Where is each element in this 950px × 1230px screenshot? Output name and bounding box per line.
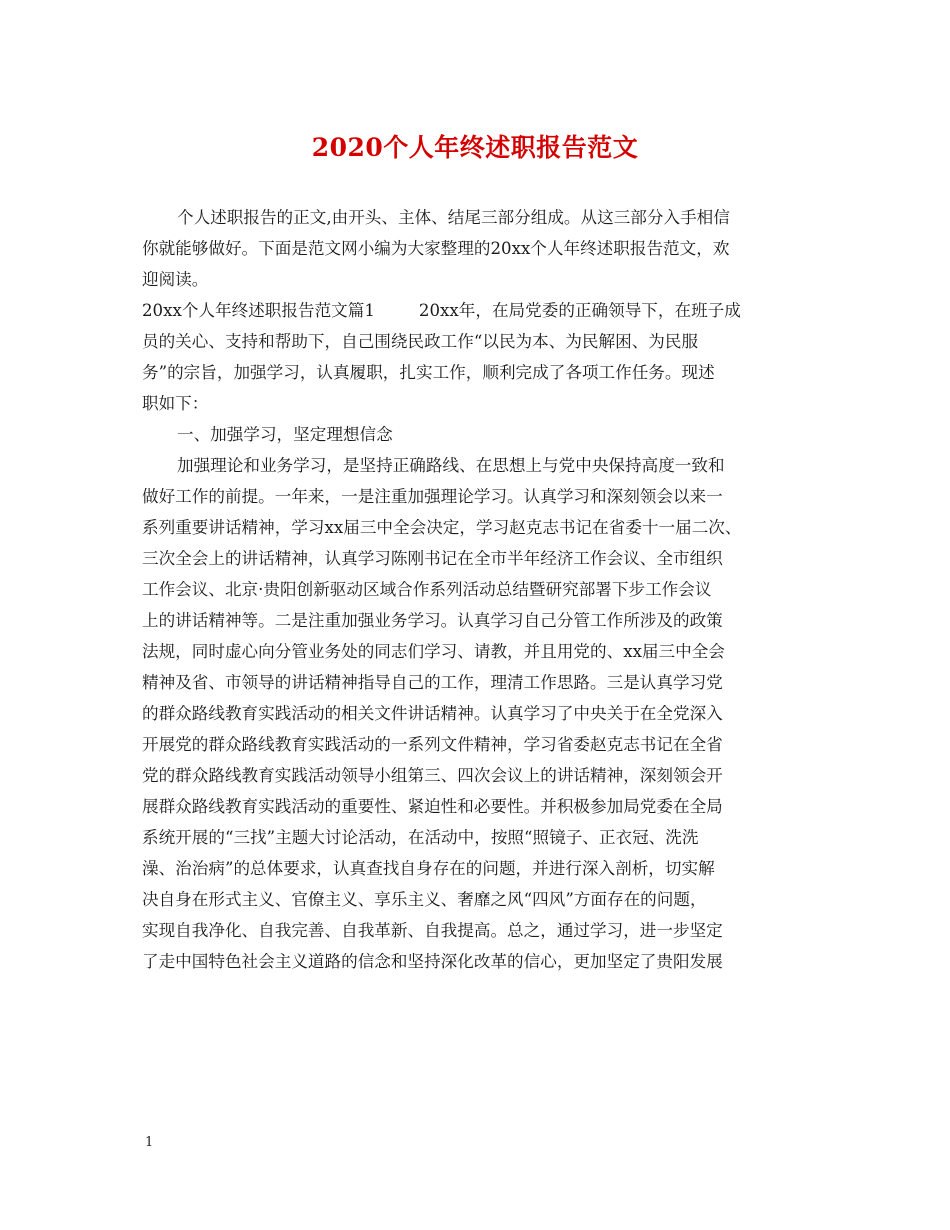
document-title: 2020个人年终述职报告范文: [311, 133, 639, 162]
paragraph-line: 了走中国特色社会主义道路的信念和坚持深化改革的信心，更加坚定了贵阳发展: [142, 952, 723, 971]
paragraph-line: 党的群众路线教育实践活动领导小组第三、四次会议上的讲话精神，深刻领会开: [142, 766, 723, 785]
paragraph-line: 加强理论和业务学习，是坚持正确路线、在思想上与党中央保持高度一致和: [177, 456, 725, 475]
paragraph-line: 实现自我净化、自我完善、自我革新、自我提高。总之，通过学习，进一步坚定: [142, 921, 723, 940]
paragraph-line: 个人述职报告的正文,由开头、主体、结尾三部分组成。从这三部分入手相信: [177, 208, 730, 227]
paragraph-line: 20xx年，在局党委的正确领导下，在班子成: [418, 301, 741, 320]
document-body: [142, 202, 810, 977]
paragraph-line: 上的讲话精神等。二是注重加强业务学习。认真学习自己分管工作所涉及的政策: [142, 611, 723, 630]
paragraph-line: 迎阅读。: [142, 270, 209, 289]
paragraph-line: 法规，同时虚心向分管业务处的同志们学习、请教，并且用党的、xx届三中全会: [142, 642, 725, 661]
paragraph-line: 澡、治治病”的总体要求，认真查找自身存在的问题，并进行深入剖析，切实解: [142, 859, 715, 878]
paragraph-line: 职如下：: [142, 394, 209, 413]
paragraph-line: 做好工作的前提。一年来，一是注重加强理论学习。认真学习和深刻领会以来一: [142, 487, 723, 506]
section-heading: 一、加强学习，坚定理想信念: [177, 425, 393, 444]
paragraph-line: 精神及省、市领导的讲话精神指导自己的工作，理清工作思路。三是认真学习党: [142, 673, 723, 692]
paragraph-line: 展群众路线教育实践活动的重要性、紧迫性和必要性。并积极参加局党委在全局: [142, 797, 723, 816]
paragraph-line: 员的关心、支持和帮助下，自己围绕民政工作“以民为本、为民解困、为民服: [142, 332, 699, 351]
section-heading-line: [142, 295, 810, 326]
article-heading: 20xx个人年终述职报告范文篇1: [142, 301, 375, 320]
page-number: 1: [145, 1135, 154, 1150]
paragraph-line: 决自身在形式主义、官僚主义、享乐主义、奢靡之风“四风”方面存在的问题，: [142, 890, 707, 909]
paragraph-line: 工作会议、北京·贵阳创新驱动区域合作系列活动总结暨研究部署下步工作会议: [142, 580, 712, 599]
paragraph-line: 开展党的群众路线教育实践活动的一系列文件精神，学习省委赵克志书记在全省: [142, 735, 723, 754]
paragraph-line: 系统开展的“三找”主题大讨论活动，在活动中，按照“照镜子、正衣冠、洗洗: [142, 828, 699, 847]
paragraph-line: 你就能够做好。下面是范文网小编为大家整理的20xx个人年终述职报告范文，欢: [142, 239, 730, 258]
paragraph-line: 的群众路线教育实践活动的相关文件讲话精神。认真学习了中央关于在全党深入: [142, 704, 723, 723]
paragraph-line: 务”的宗旨，加强学习，认真履职，扎实工作，顺利完成了各项工作任务。现述: [142, 363, 715, 382]
paragraph-line: 三次全会上的讲话精神，认真学习陈刚书记在全市半年经济工作会议、全市组织: [142, 549, 723, 568]
paragraph-line: 系列重要讲话精神，学习xx届三中全会决定，学习赵克志书记在省委十一届二次、: [142, 518, 742, 537]
